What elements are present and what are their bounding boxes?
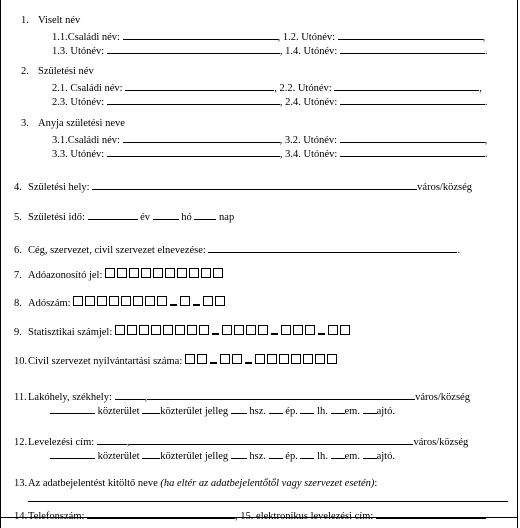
- mother-given-name-3-2-field[interactable]: [340, 132, 485, 143]
- section-7-tax-id: 7. Adóazonosító jel:: [14, 268, 225, 282]
- tax-number-boxes[interactable]: [73, 296, 227, 310]
- section-13-filler: 13.Az adatbejelentést kitöltő neve (ha eltér az adatbejelentőtől vagy szervezet esetén):: [14, 478, 378, 489]
- mail-floor-field[interactable]: [331, 448, 345, 459]
- section-3-title: 3. Anyja születési neve: [21, 118, 125, 129]
- mail-house-number-field[interactable]: [231, 448, 247, 459]
- section-3-row-1: 3.1.Családi név: , 3.2. Utónév: ,: [52, 132, 487, 147]
- address-door-field[interactable]: [363, 403, 377, 414]
- address-city-field[interactable]: [147, 389, 415, 400]
- birthplace-field[interactable]: [92, 179, 417, 190]
- section-3-row-2: 3.3. Utónév: , 3.4. Utónév: .: [52, 146, 488, 161]
- address-house-number-field[interactable]: [231, 403, 247, 414]
- given-name-1-2-field[interactable]: [338, 29, 483, 40]
- address-zip-field[interactable]: [115, 389, 145, 400]
- mother-given-name-3-4-field[interactable]: [340, 146, 485, 157]
- civil-reg-boxes[interactable]: [185, 354, 339, 368]
- section-12-mail-row-1: 12.Levelezési cím: , város/község: [14, 434, 468, 449]
- section-11-address-row-1: 11.Lakóhely, székhely: , város/község: [14, 389, 470, 404]
- address-street-field[interactable]: [50, 403, 95, 414]
- org-name-field[interactable]: [208, 242, 457, 253]
- address-building-field[interactable]: [269, 403, 283, 414]
- given-name-1-4-field[interactable]: [340, 43, 485, 54]
- tax-id-boxes[interactable]: [105, 268, 225, 282]
- address-staircase-field[interactable]: [300, 403, 314, 414]
- mother-family-name-field[interactable]: [123, 132, 280, 143]
- bottom-rule: [1, 517, 517, 518]
- section-2-row-1: 2.1. Családi név: , 2.2. Utónév: ,: [52, 80, 482, 95]
- birth-given-name-2-3-field[interactable]: [107, 94, 280, 105]
- filler-name-field[interactable]: [28, 491, 508, 502]
- stat-number-boxes[interactable]: [115, 325, 352, 339]
- section-6-org-name: 6. Cég, szervezet, civil szervezet elnevezése: .: [14, 242, 460, 257]
- section-10-civil-reg: 10.Civil szervezet nyilvántartási száma:: [14, 354, 339, 368]
- birth-day-field[interactable]: [194, 209, 216, 220]
- birth-year-field[interactable]: [88, 209, 138, 220]
- family-name-field[interactable]: [123, 29, 278, 40]
- section-4-birthplace: 4. Születési hely: város/község: [14, 179, 472, 194]
- section-12-mail-row-2: közterület közterület jelleg hsz. ép. lh. em. ajtó.: [50, 448, 395, 463]
- section-8-tax-number: 8. Adószám:: [14, 296, 227, 310]
- given-name-1-3-field[interactable]: [107, 43, 280, 54]
- address-street-type-field[interactable]: [142, 403, 160, 414]
- section-1-title: 1. Viselt név: [21, 15, 81, 26]
- mail-city-field[interactable]: [129, 434, 413, 445]
- mail-street-field[interactable]: [50, 448, 95, 459]
- section-1-row-1: 1.1.Családi név: , 1.2. Utónév: ,: [52, 29, 485, 44]
- section-13-line: [28, 491, 508, 506]
- section-2-row-2: 2.3. Utónév: , 2.4. Utónév: .: [52, 94, 488, 109]
- mail-building-field[interactable]: [269, 448, 283, 459]
- section-1-row-2: 1.3. Utónév: , 1.4. Utónév: .: [52, 43, 488, 58]
- section-11-address-row-2: közterület közterület jelleg hsz. ép. lh. em. ajtó.: [50, 403, 395, 418]
- address-floor-field[interactable]: [331, 403, 345, 414]
- birth-month-field[interactable]: [153, 209, 179, 220]
- birth-given-name-2-4-field[interactable]: [340, 94, 485, 105]
- mother-given-name-3-3-field[interactable]: [107, 146, 280, 157]
- section-5-birthdate: 5. Születési idő: év hó nap: [14, 209, 234, 224]
- mail-street-type-field[interactable]: [142, 448, 160, 459]
- mail-staircase-field[interactable]: [300, 448, 314, 459]
- mail-door-field[interactable]: [363, 448, 377, 459]
- section-9-stat-number: 9. Statisztikai számjel:: [14, 325, 352, 339]
- section-14-contact: 14.Telefonszám: , 15. elektronikus levelezési cím:: [14, 508, 486, 523]
- section-2-title: 2. Születési név: [21, 66, 94, 77]
- mail-zip-field[interactable]: [97, 434, 127, 445]
- birth-given-name-2-2-field[interactable]: [334, 80, 479, 91]
- birth-family-name-field[interactable]: [125, 80, 274, 91]
